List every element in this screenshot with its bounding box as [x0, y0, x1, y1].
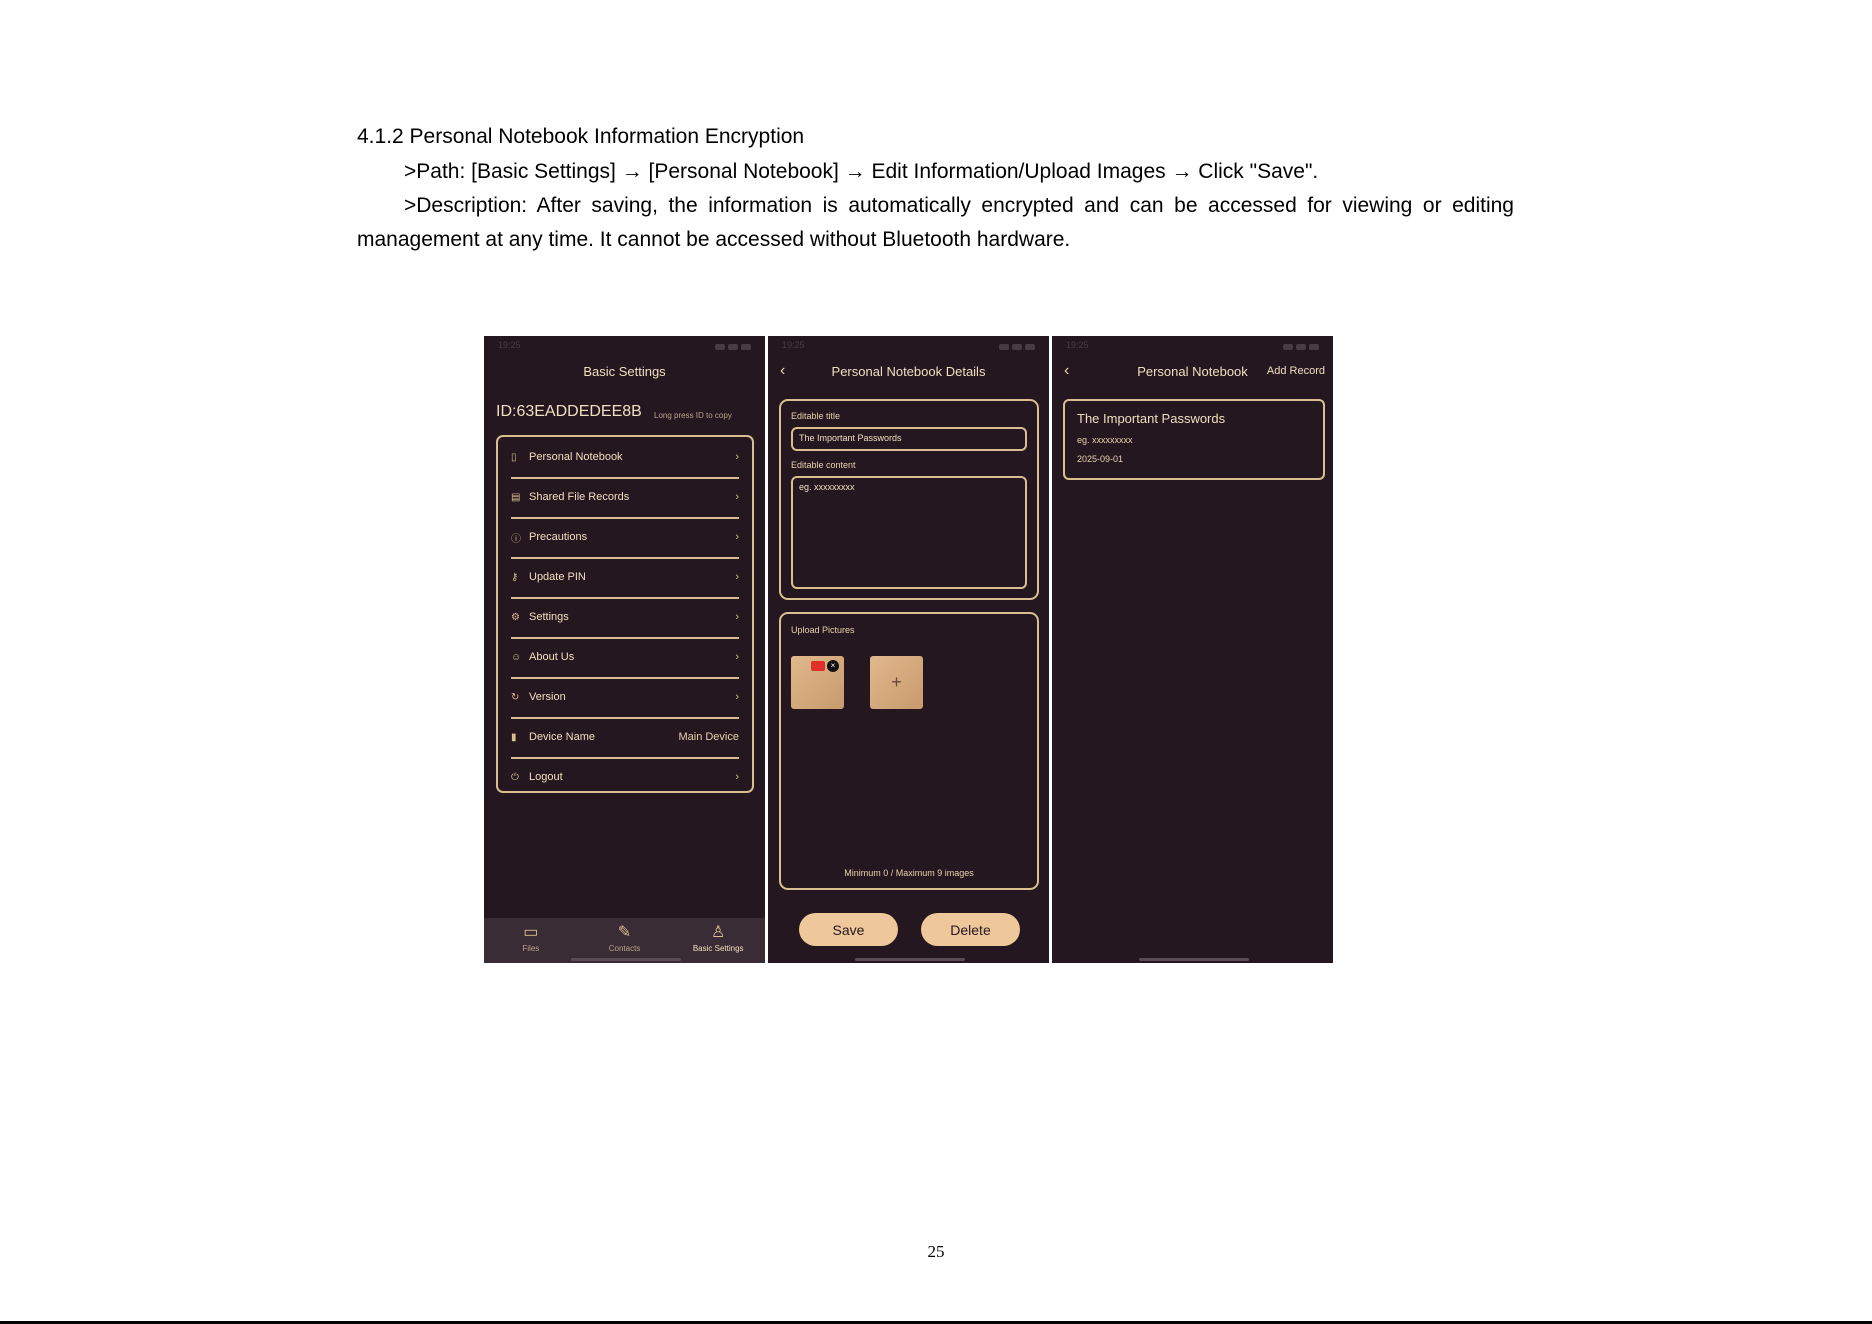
basic-settings-screen [484, 336, 765, 963]
screenshots-row [484, 336, 1333, 963]
status-bar [782, 340, 1035, 354]
description-text [357, 189, 1514, 257]
chevron-right-icon: › [735, 611, 739, 623]
title-label: Editable title [791, 411, 841, 421]
folder-icon: ▭ [523, 924, 539, 941]
record-title: The Important Passwords [1077, 411, 1226, 426]
tab-label: Contacts [608, 944, 641, 953]
image-content [811, 661, 825, 671]
content-label: Editable content [791, 460, 856, 470]
menu-item-update-pin[interactable] [511, 557, 739, 599]
delete-button[interactable]: Delete [921, 913, 1020, 946]
tab-contacts[interactable] [578, 918, 672, 963]
contacts-icon: ✎ [617, 924, 632, 941]
notebook-list-screen [1052, 336, 1333, 963]
status-time: 19:25 [1066, 340, 1089, 350]
upload-label: Upload Pictures [791, 625, 855, 635]
add-record-button[interactable]: Add Record [1266, 365, 1325, 377]
status-icons [715, 340, 751, 354]
description-body: >Description: After saving, the information is automatically encrypted and can be accessed for viewing or editing management at any time. It cannot be accessed without Bluetooth hardware. [357, 194, 1514, 251]
back-icon[interactable]: ‹ [1064, 362, 1070, 379]
home-indicator [855, 958, 965, 961]
home-indicator [571, 958, 681, 961]
about-icon: ☺ [511, 651, 522, 663]
status-bar [498, 340, 751, 354]
gear-icon: ⚙ [511, 611, 520, 623]
page-title: Personal Notebook [1137, 364, 1248, 379]
device-name-value: Main Device [678, 731, 739, 743]
file-icon: ▤ [511, 491, 521, 503]
image-limit-text: Minimum 0 / Maximum 9 images [844, 868, 974, 878]
id-hint: Long press ID to copy [654, 411, 732, 420]
save-button[interactable]: Save [799, 913, 898, 946]
record-date: 2025-09-01 [1077, 454, 1124, 464]
remove-image-icon[interactable]: × [827, 660, 839, 672]
status-time: 19:25 [498, 340, 521, 350]
chevron-right-icon: › [735, 771, 739, 783]
add-image-button[interactable]: + [870, 656, 923, 709]
record-card[interactable] [1063, 399, 1325, 480]
menu-item-about-us[interactable] [511, 637, 739, 679]
section-heading: 4.1.2 Personal Notebook Information Encryption [357, 125, 805, 148]
device-icon: ▮ [511, 731, 517, 743]
chevron-right-icon: › [735, 531, 739, 543]
chevron-right-icon: › [735, 691, 739, 703]
status-bar [1066, 340, 1319, 354]
home-indicator [1139, 958, 1249, 961]
device-id[interactable]: ID:63EADDEDEE8B [496, 403, 642, 420]
chevron-right-icon: › [735, 491, 739, 503]
chevron-right-icon: › [735, 571, 739, 583]
menu-item-settings[interactable] [511, 597, 739, 639]
user-icon: ♙ [711, 924, 726, 941]
menu-item-label: Shared File Records [529, 491, 630, 503]
status-icons [999, 340, 1035, 354]
tab-label: Files [522, 944, 540, 953]
key-icon: ⚷ [511, 571, 519, 583]
edit-section [779, 399, 1039, 600]
status-icons [1283, 340, 1319, 354]
notebook-icon: ▯ [511, 451, 517, 463]
info-icon: ⓘ [511, 533, 521, 545]
menu-item-label: Version [529, 691, 566, 703]
back-icon[interactable]: ‹ [780, 362, 786, 379]
chevron-right-icon: › [735, 651, 739, 663]
settings-menu [496, 435, 754, 793]
tab-label: Basic Settings [692, 944, 744, 953]
tab-files[interactable] [484, 918, 578, 963]
menu-item-logout[interactable] [511, 757, 739, 797]
menu-item-label: Device Name [529, 731, 596, 743]
path-text: >Path: [Basic Settings] → [Personal Notebook] → Edit Information/Upload Images → Click "Save". [404, 160, 1319, 183]
menu-item-label: About Us [529, 651, 575, 663]
menu-item-label: Precautions [529, 531, 588, 543]
refresh-icon: ↻ [511, 691, 520, 703]
tab-basic-settings[interactable] [671, 918, 765, 963]
chevron-right-icon: › [735, 451, 739, 463]
record-content: eg. xxxxxxxxx [1077, 435, 1133, 445]
menu-item-shared-file-records[interactable] [511, 477, 739, 519]
page-title: Personal Notebook Details [831, 364, 986, 379]
menu-item-label: Update PIN [529, 571, 586, 583]
content-textarea[interactable]: eg. xxxxxxxxx [791, 476, 1027, 589]
uploaded-image[interactable] [791, 656, 844, 709]
power-icon: ⏻ [511, 771, 519, 783]
menu-item-precautions[interactable] [511, 517, 739, 559]
menu-item-label: Personal Notebook [529, 451, 623, 463]
notebook-details-screen [768, 336, 1049, 963]
title-input[interactable]: The Important Passwords [791, 427, 1027, 451]
menu-item-label: Settings [529, 611, 569, 623]
bottom-tab-bar [484, 918, 765, 963]
menu-item-version[interactable] [511, 677, 739, 719]
page-title: Basic Settings [583, 364, 666, 379]
upload-section [779, 612, 1039, 890]
status-time: 19:25 [782, 340, 805, 350]
page-number: 25 [927, 1242, 945, 1261]
menu-item-device-name[interactable] [511, 717, 739, 759]
menu-item-label: Logout [529, 771, 563, 783]
menu-item-personal-notebook[interactable] [511, 437, 739, 479]
